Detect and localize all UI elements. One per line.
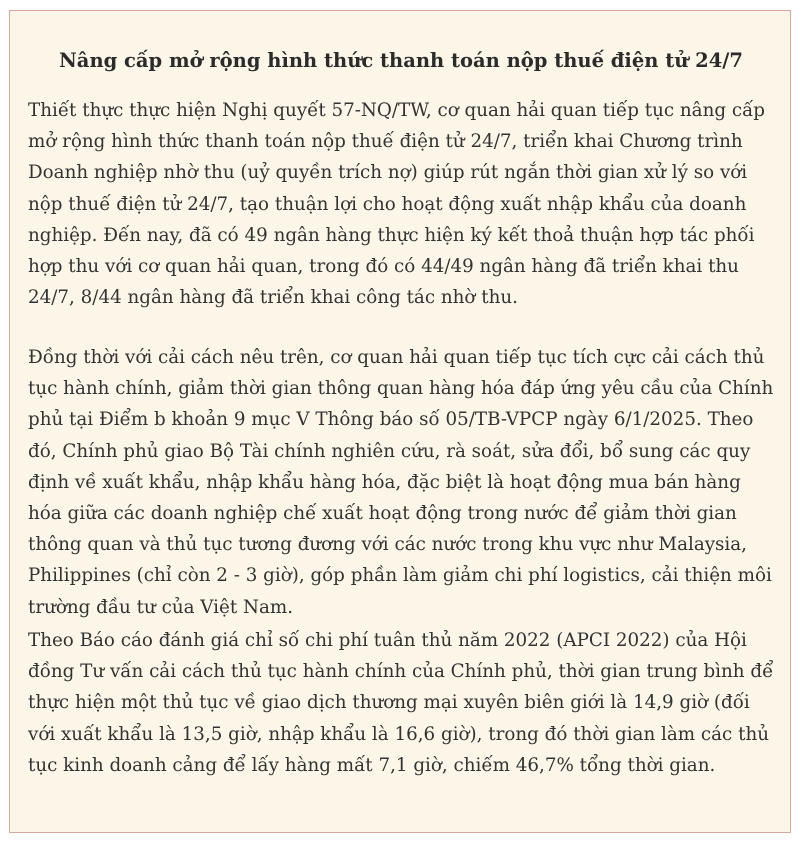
paragraph-1: Thiết thực thực hiện Nghị quyết 57-NQ/TW, cơ quan hải quan tiếp tục nâng cấp mở rộng hình thức thanh toán nộp thuế điện tử 24/7, triển khai Chương trình Doanh nghiệp nhờ thu (uỷ quyền trích nợ) giúp rút ngắn thời gian xử lý so với nộp thuế điện tử 24/7, tạo thuận lợi cho hoạt động xuất nhập khẩu của doanh nghiệp. Đến nay, đã có 49 ngân hàng thực hiện ký kết thoả thuận hợp tác phối hợp thu với cơ quan hải quan, trong đó có 44/49 ngân hàng đã triển khai thu 24/7, 8/44 ngân hàng đã triển khai công tác nhờ thu. [28, 100, 765, 309]
paragraph-3: Theo Báo cáo đánh giá chỉ số chi phí tuân thủ năm 2022 (APCI 2022) của Hội đồng Tư vấn cải cách thủ tục hành chính của Chính phủ, thời gian trung bình để thực hiện một thủ tục về giao dịch thương mại xuyên biên giới là 14,9 giờ (đối với xuất khẩu là 13,5 giờ, nhập khẩu là 16,6 giờ), trong đó thời gian làm các thủ tục kinh doanh cảng để lấy hàng mất 7,1 giờ, chiếm 46,7% tổng thời gian. [28, 630, 774, 776]
article-box [9, 10, 791, 833]
paragraph-2: Đồng thời với cải cách nêu trên, cơ quan hải quan tiếp tục tích cực cải cách thủ tục hành chính, giảm thời gian thông quan hàng hóa đáp ứng yêu cầu của Chính phủ tại Điểm b khoản 9 mục V Thông báo số 05/TB-VPCP ngày 6/1/2025. Theo đó, Chính phủ giao Bộ Tài chính nghiên cứu, rà soát, sửa đổi, bổ sung các quy định về xuất khẩu, nhập khẩu hàng hóa, đặc biệt là hoạt động mua bán hàng hóa giữa các doanh nghiệp chế xuất hoạt động trong nước để giảm thời gian thông quan và thủ tục tương đương với các nước trong khu vực như Malaysia, Philippines (chỉ còn 2 - 3 giờ), góp phần làm giảm chi phí logistics, cải thiện môi trường đầu tư của Việt Nam. [28, 347, 774, 618]
article-title: Nâng cấp mở rộng hình thức thanh toán nộp thuế điện tử 24/7 [58, 49, 743, 72]
